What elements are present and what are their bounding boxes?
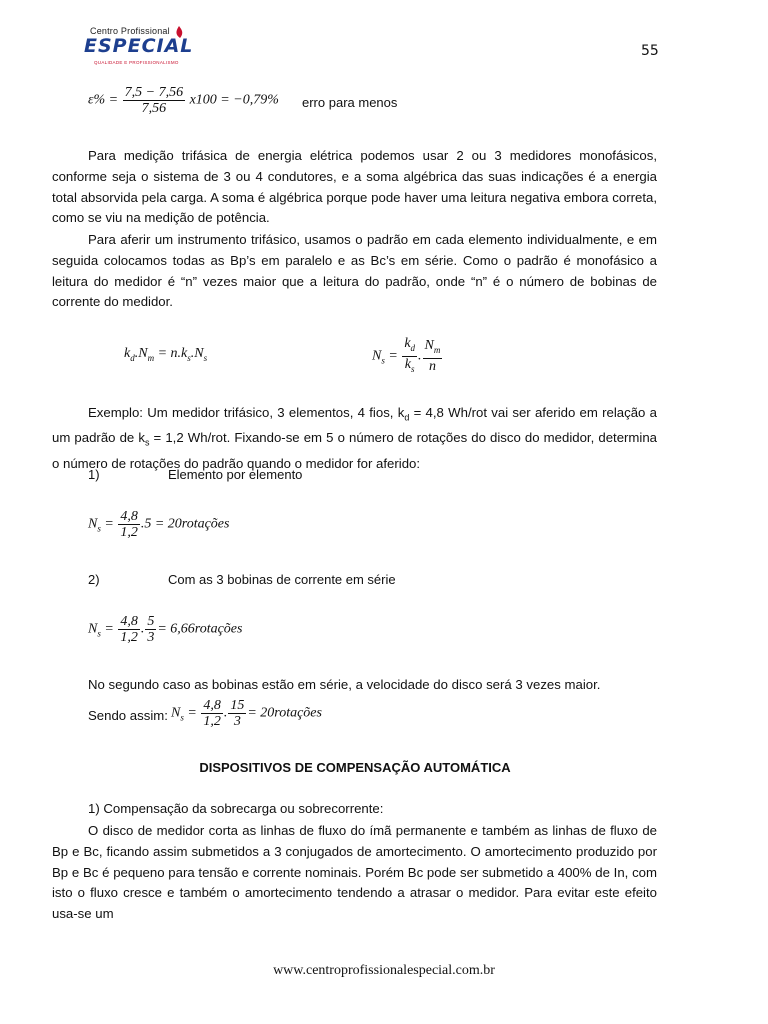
equation-relation: $k_d.N_m = n.k_s.N_s$ <box>124 346 208 363</box>
list-text-2: Com as 3 bobinas de corrente em série <box>168 572 396 587</box>
logo-tagline: QUALIDADE E PROFISSIONALISMO <box>94 60 179 65</box>
equation-result: $N_s$ = $\frac{4,8}{1,2}$ . $\frac{15}{3}$ = 20rotações <box>171 698 322 729</box>
eq1-rhs: x100 = −0,79% <box>189 92 279 108</box>
paragraph-2: Para aferir um instrumento trifásico, usamos o padrão em cada elemento individualmente, e em seguida colocamos todas as Bp’s em paralelo e as Bc’s em série. Como o padrão é monofásico a leitura do medidor é “n” vezes maior que a leitura do padrão, onde “n” é o número de bobinas de corrente do medidor. <box>52 232 657 310</box>
section-title: DISPOSITIVOS DE COMPENSAÇÃO AUTOMÁTICA <box>199 760 511 775</box>
example-paragraph: Exemplo: Um medidor trifásico, 3 elementos, 4 fios, $k_d = 4,8$ Wh/rot vai ser aferido em relação a um padrão de $k_s = 1,2$ Wh/rot. Fixando-se em 5 o número de rotações do disco do medidor, determina o número de rotações do padrão quando o medidor for aferido: <box>52 405 657 471</box>
paragraph-3: No segundo caso as bobinas estão em série, a velocidade do disco será 3 vezes maior. <box>88 677 601 692</box>
paragraph-4: O disco de medidor corta as linhas de fluxo do ímã permanente e também as linhas de fluxo de Bp e Bc, ficando assim submetidos a 3 conjugados de amortecimento. O amortecimento produzido por Bp e Bc é pequeno para tensão e corrente nominais. Porém Bc pode ser submetido a 400% de In, com isto o fluxo cresce e também o amortecimento tendendo a atrasar o medidor. Para evitar este efeito usa-se um <box>52 823 657 922</box>
logo <box>80 24 194 70</box>
equation-case-1: $N_s$ = $\frac{4,8}{1,2}$ .5 = 20rotações <box>88 509 230 540</box>
logo-top-text: Centro Profissional <box>90 26 170 36</box>
list-number-2: 2) <box>88 572 100 587</box>
footer-url: www.centroprofissionalespecial.com.br <box>273 963 495 978</box>
eq1-denominator: 7,56 <box>141 101 167 116</box>
eq1-numerator: 7,5 − 7,56 <box>124 85 184 100</box>
list-text-1: Elemento por elemento <box>168 467 303 482</box>
eq1-lhs: ε% = <box>88 92 119 108</box>
subsection-heading: 1) Compensação da sobrecarga ou sobrecorrente: <box>88 801 384 816</box>
equation-ns-formula: $N_s$ = $\frac{k_d}{k_s}$ . $\frac{N_m}{n}$ <box>372 336 441 375</box>
paragraph-1: Para medição trifásica de energia elétrica podemos usar 2 ou 3 medidores monofásicos, conforme seja o sistema de 3 ou 4 condutores, e a soma algébrica das suas indicações é a energia total absorvida pela carga. A soma é algébrica porque pode haver uma leitura negativa embora correta, como se viu na medição de potência. <box>52 148 657 226</box>
equation-error <box>88 85 279 116</box>
logo-main-text: ESPECIAL <box>84 35 194 57</box>
list-number-1: 1) <box>88 467 100 482</box>
page-number: 55 <box>641 43 659 59</box>
equation-case-2: $N_s$ = $\frac{4,8}{1,2}$ . $\frac{5}{3}$ = 6,66rotações <box>88 614 243 645</box>
equation-note: erro para menos <box>302 95 398 110</box>
equation-label: Sendo assim: <box>88 708 168 723</box>
